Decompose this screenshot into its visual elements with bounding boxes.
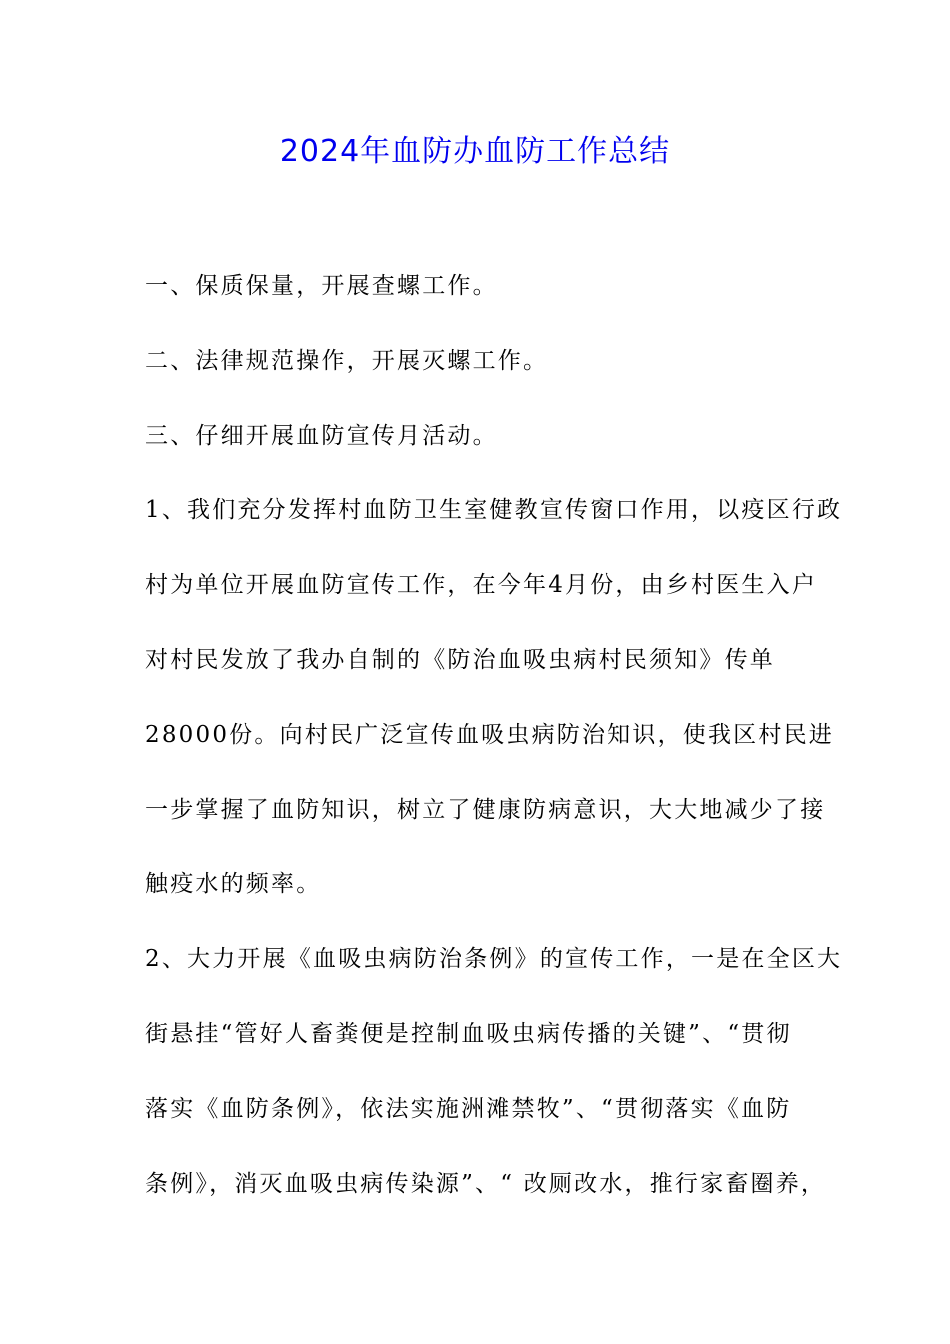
paragraph-line: 对村民发放了我办自制的《防治血吸虫病村民须知》传单 [145, 646, 775, 673]
page-title: 2024年血防办血防工作总结 [279, 134, 671, 169]
paragraph-line: 村为单位开展血防宣传工作，在今年4月份，由乡村医生入户 [145, 572, 818, 599]
paragraph-line: 一步掌握了血防知识，树立了健康防病意识，大大地减少了接 [145, 796, 826, 823]
paragraph-line: 街悬挂“管好人畜粪便是控制血吸虫病传播的关键”、“贯彻 [145, 1020, 792, 1047]
paragraph-line: 条例》，消灭血吸虫病传染源”、“ 改厕改水，推行家畜圈养， [145, 1170, 827, 1197]
document-body [145, 249, 843, 1221]
paragraph-line: 2、大力开展《血吸虫病防治条例》的宣传工作，一是在全区大 [145, 946, 843, 973]
paragraph-line: 触疫水的频率。 [145, 871, 322, 898]
paragraph-line: 二、法律规范操作，开展灭螺工作。 [145, 347, 549, 374]
paragraph-line: 落实《血防条例》，依法实施洲滩禁牧”、“贯彻落实《血防 [145, 1095, 792, 1122]
paragraph-line: 三、仔细开展血防宣传月活动。 [145, 422, 498, 449]
paragraph-line: 1、我们充分发挥村血防卫生室健教宣传窗口作用，以疫区行政 [145, 497, 843, 524]
paragraph-line: 一、保质保量，开展查螺工作。 [145, 273, 498, 299]
paragraph-line: 28000份。向村民广泛宣传血吸虫病防治知识，使我区村民进 [145, 721, 834, 748]
